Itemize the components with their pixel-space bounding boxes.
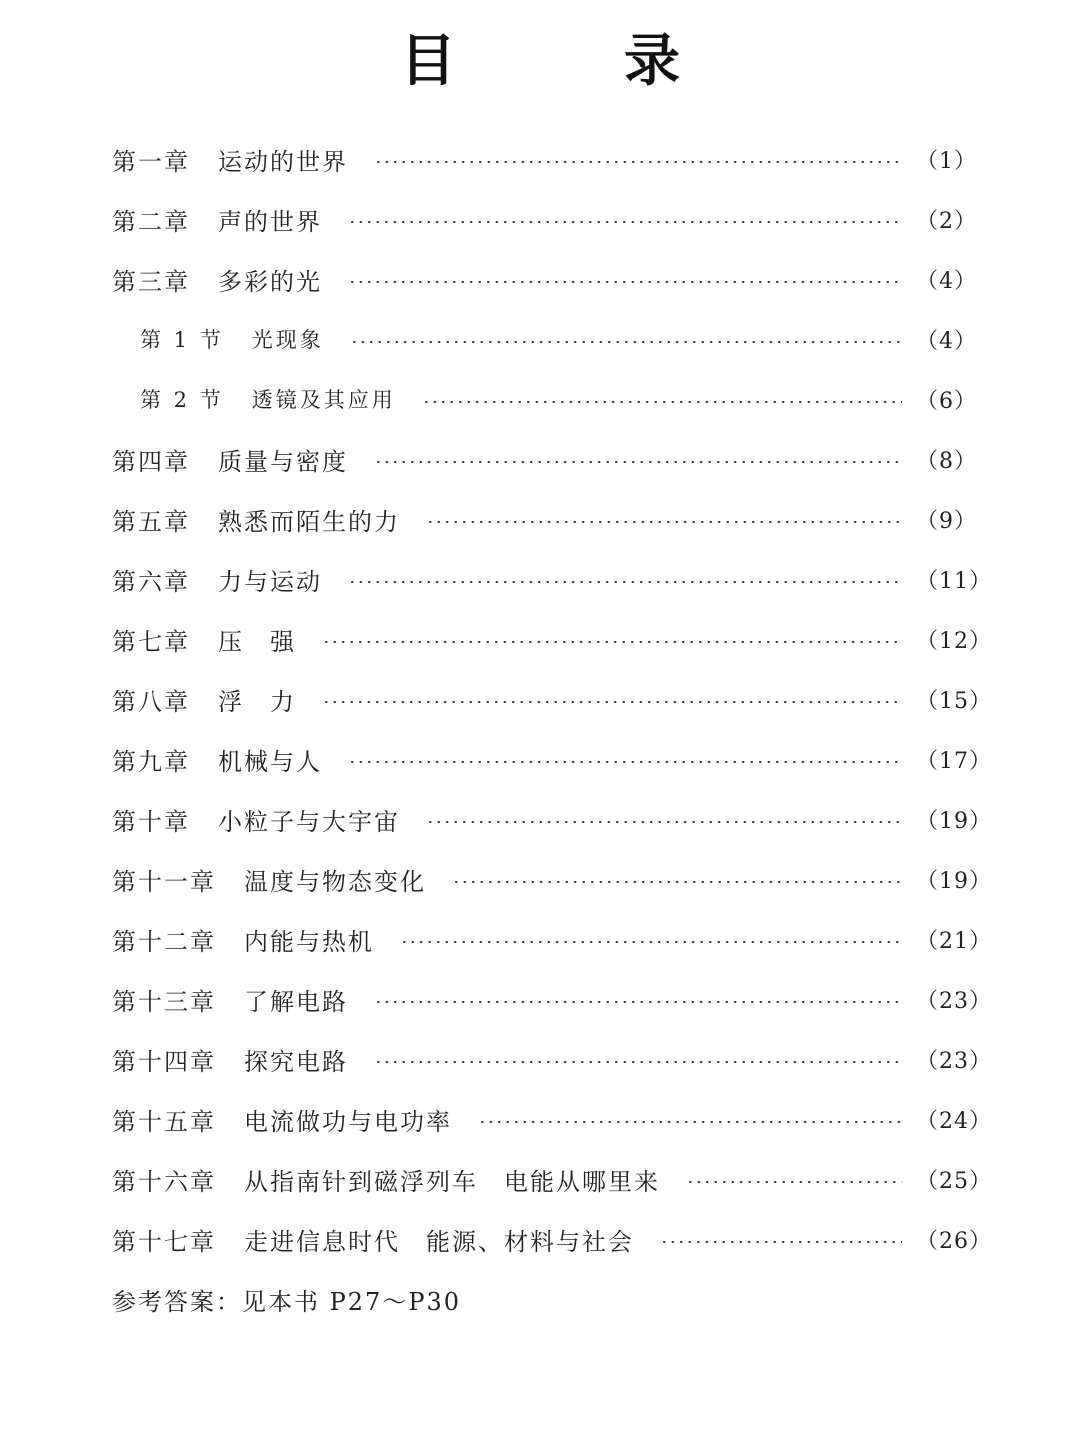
section-number: 第 2 节 — [140, 388, 224, 412]
dot-leader — [426, 821, 902, 823]
page-number: （6） — [916, 388, 977, 414]
toc-entry[interactable] — [112, 1159, 992, 1199]
chapter-title: 质量与密度 — [218, 447, 348, 476]
chapter-number: 第十四章 — [112, 1047, 216, 1076]
chapter-title: 走进信息时代 能源、材料与社会 — [244, 1227, 634, 1256]
chapter-title: 小粒子与大宇宙 — [218, 807, 400, 836]
toc-entry[interactable] — [112, 739, 992, 779]
page-number: （1） — [916, 148, 977, 174]
dot-leader — [374, 161, 902, 163]
chapter-title: 浮 力 — [218, 687, 296, 716]
toc-entry[interactable] — [112, 499, 977, 539]
page-number: （4） — [916, 328, 977, 354]
page-number: （9） — [916, 508, 977, 534]
toc-entry[interactable] — [112, 979, 992, 1019]
chapter-number: 第一章 — [112, 147, 190, 176]
dot-leader — [374, 1001, 902, 1003]
chapter-number: 第二章 — [112, 207, 190, 236]
section-title: 光现象 — [251, 328, 324, 352]
chapter-title: 温度与物态变化 — [244, 867, 426, 896]
toc-section-entry[interactable] — [140, 319, 977, 359]
chapter-number: 第八章 — [112, 687, 190, 716]
dot-leader — [348, 581, 902, 583]
page-number: （26） — [916, 1228, 992, 1254]
dot-leader — [322, 701, 902, 703]
dot-leader — [422, 401, 902, 403]
dot-leader — [660, 1241, 902, 1243]
dot-leader — [348, 281, 902, 283]
chapter-number: 第九章 — [112, 747, 190, 776]
page-number: （15） — [916, 688, 992, 714]
toc-entry[interactable] — [112, 199, 977, 239]
toc-entry[interactable] — [112, 679, 992, 719]
chapter-number: 第四章 — [112, 447, 190, 476]
dot-leader — [322, 641, 902, 643]
dot-leader — [478, 1121, 902, 1123]
chapter-number: 第十三章 — [112, 987, 216, 1016]
page-number: （11） — [916, 568, 992, 594]
chapter-number: 第十二章 — [112, 927, 216, 956]
toc-entry[interactable] — [112, 1219, 992, 1259]
page-number: （17） — [916, 748, 992, 774]
toc-entry[interactable] — [112, 139, 977, 179]
toc-entry[interactable] — [112, 859, 992, 899]
chapter-title: 从指南针到磁浮列车 电能从哪里来 — [244, 1167, 660, 1196]
page-number: （8） — [916, 448, 977, 474]
toc-entry[interactable] — [112, 439, 977, 479]
chapter-title: 机械与人 — [218, 747, 322, 776]
dot-leader — [426, 521, 902, 523]
toc-entry[interactable] — [112, 799, 992, 839]
page-number: （2） — [916, 208, 977, 234]
dot-leader — [400, 941, 902, 943]
page-title: 目 录 — [400, 29, 736, 94]
chapter-title: 压 强 — [218, 627, 296, 656]
chapter-title: 力与运动 — [218, 567, 322, 596]
chapter-title: 电流做功与电功率 — [244, 1107, 452, 1136]
chapter-title: 内能与热机 — [244, 927, 374, 956]
answer-key-note: 参考答案：见本书 P27～P30 — [112, 1288, 462, 1316]
toc-section-entry[interactable] — [140, 379, 977, 419]
dot-leader — [374, 461, 902, 463]
toc-entry[interactable] — [112, 1039, 992, 1079]
dot-leader — [348, 221, 902, 223]
page-number: （23） — [916, 988, 992, 1014]
chapter-number: 第三章 — [112, 267, 190, 296]
dot-leader — [350, 341, 902, 343]
page-number: （12） — [916, 628, 992, 654]
chapter-number: 第十五章 — [112, 1107, 216, 1136]
section-number: 第 1 节 — [140, 328, 224, 352]
toc-entry[interactable] — [112, 559, 992, 599]
dot-leader — [686, 1181, 902, 1183]
chapter-title: 探究电路 — [244, 1047, 348, 1076]
chapter-title: 声的世界 — [218, 207, 322, 236]
chapter-number: 第五章 — [112, 507, 190, 536]
page-number: （23） — [916, 1048, 992, 1074]
page-number: （4） — [916, 268, 977, 294]
page-number: （25） — [916, 1168, 992, 1194]
chapter-number: 第十六章 — [112, 1167, 216, 1196]
chapter-title: 熟悉而陌生的力 — [218, 507, 400, 536]
dot-leader — [452, 881, 902, 883]
page-number: （19） — [916, 868, 992, 894]
dot-leader — [374, 1061, 902, 1063]
chapter-number: 第十一章 — [112, 867, 216, 896]
dot-leader — [348, 761, 902, 763]
section-title: 透镜及其应用 — [251, 388, 396, 412]
chapter-title: 多彩的光 — [218, 267, 322, 296]
chapter-title: 了解电路 — [244, 987, 348, 1016]
chapter-number: 第七章 — [112, 627, 190, 656]
toc-entry[interactable] — [112, 259, 977, 299]
toc-entry[interactable] — [112, 1099, 992, 1139]
page-number: （19） — [916, 808, 992, 834]
chapter-number: 第六章 — [112, 567, 190, 596]
chapter-title: 运动的世界 — [218, 147, 348, 176]
page-number: （24） — [916, 1108, 992, 1134]
toc-entry[interactable] — [112, 619, 992, 659]
chapter-number: 第十七章 — [112, 1227, 216, 1256]
toc-entry[interactable] — [112, 919, 992, 959]
chapter-number: 第十章 — [112, 807, 190, 836]
page-number: （21） — [916, 928, 992, 954]
